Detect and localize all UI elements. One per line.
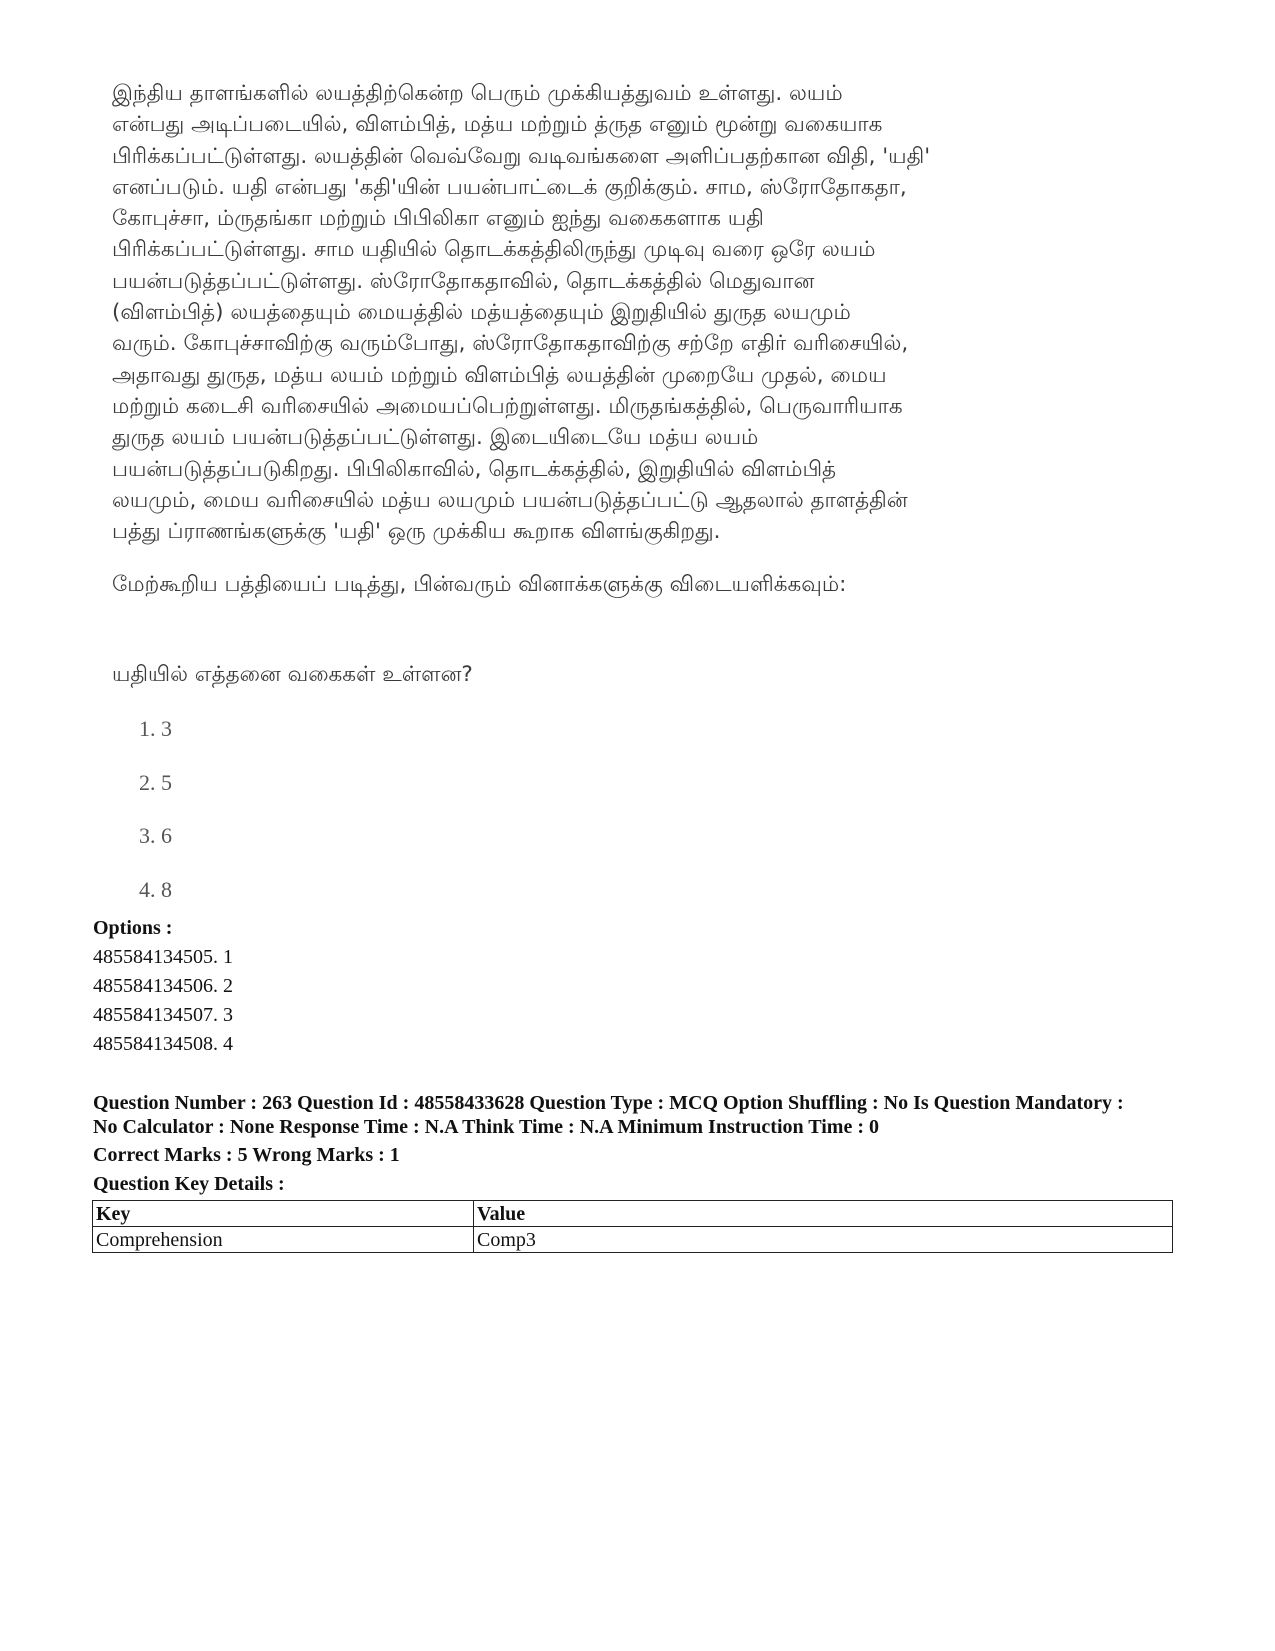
passage-line: பத்து ப்ராணங்களுக்கு 'யதி' ஒரு முக்கிய கூறாக விளங்குகிறது. [112,519,721,545]
passage-line: அதாவது துருத, மத்ய லயம் மற்றும் விளம்பித் லயத்தின் முறையே முதல், மைய [112,362,887,388]
table-header-key: Key [93,1201,474,1227]
option-item: 485584134506. 2 [93,975,233,997]
passage-line: பயன்படுத்தப்பட்டுள்ளது. ஸ்ரோதோகதாவில், தொடக்கத்தில் மெதுவான [112,268,815,294]
answer-choices [139,714,172,928]
comprehension-passage [112,78,1172,547]
table-header-value: Value [474,1201,1173,1227]
question-metadata [93,1092,1183,1196]
passage-line: எனப்படும். யதி என்பது 'கதி'யின் பயன்பாட்டைக் குறிக்கும். சாம, ஸ்ரோதோகதா, [112,174,907,200]
passage-line: பயன்படுத்தப்படுகிறது. பிபிலிகாவில், தொடக்கத்தில், இறுதியில் விளம்பித் [112,456,837,482]
option-item: 485584134508. 4 [93,1033,233,1055]
question-info-line: No Calculator : None Response Time : N.A Think Time : N.A Minimum Instruction Time : 0 [93,1115,879,1138]
answer-choice: 1. 3 [139,716,172,741]
table-header-row [93,1201,1173,1227]
passage-line: என்பது அடிப்படையில், விளம்பித், மத்ய மற்றும் த்ருத எனும் மூன்று வகையாக [112,112,883,138]
option-item: 485584134505. 1 [93,946,233,968]
passage-instruction: மேற்கூறிய பத்தியைப் படித்து, பின்வரும் வினாக்களுக்கு விடையளிக்கவும்: [112,572,847,597]
answer-choice: 4. 8 [139,876,172,902]
passage-line: வரும். கோபுச்சாவிற்கு வரும்போது, ஸ்ரோதோகதாவிற்கு சற்றே எதிர் வரிசையில், [112,331,909,357]
question-text: யதியில் எத்தனை வகைகள் உள்ளன? [112,662,473,687]
table-cell-key: Comprehension [93,1227,474,1253]
options-list [93,914,233,1059]
passage-line: துருத லயம் பயன்படுத்தப்பட்டுள்ளது. இடையிடையே மத்ய லயம் [112,425,759,451]
passage-line: மற்றும் கடைசி வரிசையில் அமையப்பெற்றுள்ளது. மிருதங்கத்தில், பெருவாரியாக [112,393,903,419]
passage-line: பிரிக்கப்பட்டுள்ளது. லயத்தின் வெவ்வேறு வடிவங்களை அளிப்பதற்கான விதி, 'யதி' [112,143,931,169]
question-info-line: Question Number : 263 Question Id : 48558433628 Question Type : MCQ Option Shuffling : No Is Question Mandatory : [93,1092,1124,1114]
table-cell-value: Comp3 [474,1227,1173,1253]
passage-line: கோபுச்சா, ம்ருதங்கா மற்றும் பிபிலிகா எனும் ஐந்து வகைகளாக யதி [112,206,764,232]
passage-line: (விளம்பித்) லயத்தையும் மையத்தில் மத்யத்தையும் இறுதியில் துருத லயமும் [112,300,851,326]
key-details-heading: Question Key Details : [93,1172,285,1195]
passage-line: பிரிக்கப்பட்டுள்ளது. சாம யதியில் தொடக்கத்திலிருந்து முடிவு வரை ஒரே லயம் [112,237,876,263]
option-item: 485584134507. 3 [93,1004,233,1026]
marks-line: Correct Marks : 5 Wrong Marks : 1 [93,1144,400,1166]
options-heading: Options : [93,917,173,939]
key-details-table [92,1200,1173,1253]
passage-line: லயமும், மைய வரிசையில் மத்ய லயமும் பயன்படுத்தப்பட்டு ஆதலால் தாளத்தின் [112,487,908,513]
passage-line: இந்திய தாளங்களில் லயத்திற்கென்ற பெரும் முக்கியத்துவம் உள்ளது. லயம் [112,81,843,106]
answer-choice: 2. 5 [139,769,172,795]
table-row [93,1227,1173,1253]
answer-choice: 3. 6 [139,823,172,848]
